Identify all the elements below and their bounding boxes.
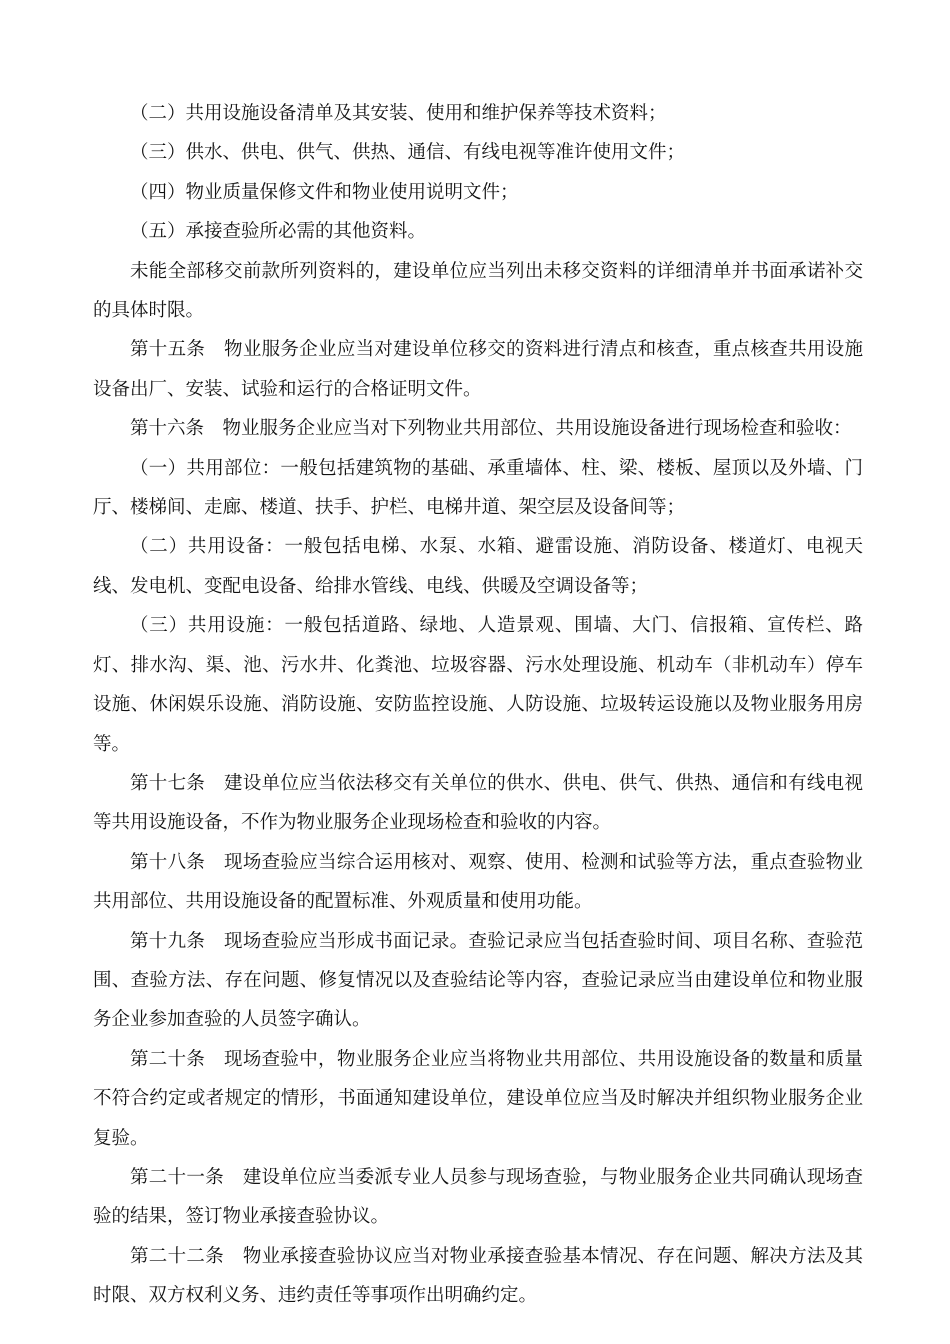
article-16-item-2: （二）共用设备：一般包括电梯、水泵、水箱、避雷设施、消防设备、楼道灯、电视天线、发电机、变配电设备、给排水管线、电线、供暖及空调设备等； [93,536,863,597]
list-item-3: （三）供水、供电、供气、供热、通信、有线电视等准许使用文件； [130,142,686,164]
article-21: 第二十一条 建设单位应当委派专业人员参与现场查验，与物业服务企业共同确认现场查验的结果，签订物业承接查验协议。 [93,1166,863,1228]
article-19: 第十九条 现场查验应当形成书面记录。查验记录应当包括查验时间、项目名称、查验范围、查验方法、存在问题、修复情况以及查验结论等内容，查验记录应当由建设单位和物业服务企业参加查验的人员签字确认。 [93,930,863,1031]
list-item-5: （五）承接查验所必需的其他资料。 [130,221,427,243]
article-22: 第二十二条 物业承接查验协议应当对物业承接查验基本情况、存在问题、解决方法及其时限、双方权利义务、违约责任等事项作出明确约定。 [93,1245,863,1307]
article-17: 第十七条 建设单位应当依法移交有关单位的供水、供电、供气、供热、通信和有线电视等共用设施设备，不作为物业服务企业现场检查和验收的内容。 [93,772,863,834]
article-18: 第十八条 现场查验应当综合运用核对、观察、使用、检测和试验等方法，重点查验物业共用部位、共用设施设备的配置标准、外观质量和使用功能。 [93,851,863,913]
article-16-item-3: （三）共用设施：一般包括道路、绿地、人造景观、围墙、大门、信报箱、宣传栏、路灯、排水沟、渠、池、污水井、化粪池、垃圾容器、污水处理设施、机动车（非机动车）停车设施、休闲娱乐设施、消防设施、安防监控设施、人防设施、垃圾转运设施以及物业服务用房等。 [93,615,863,755]
article-16-item-1: （一）共用部位：一般包括建筑物的基础、承重墙体、柱、梁、楼板、屋顶以及外墙、门厅、楼梯间、走廊、楼道、扶手、护栏、电梯井道、架空层及设备间等； [93,457,863,519]
article-16: 第十六条 物业服务企业应当对下列物业共用部位、共用设施设备进行现场检查和验收： [130,418,852,440]
document-page [93,94,863,1316]
article-15: 第十五条 物业服务企业应当对建设单位移交的资料进行清点和核查，重点核查共用设施设备出厂、安装、试验和运行的合格证明文件。 [93,339,863,400]
list-item-2: （二）共用设施设备清单及其安装、使用和维护保养等技术资料； [130,103,667,124]
article-20: 第二十条 现场查验中，物业服务企业应当将物业共用部位、共用设施设备的数量和质量不符合约定或者规定的情形，书面通知建设单位，建设单位应当及时解决并组织物业服务企业复验。 [93,1048,863,1149]
list-item-4: （四）物业质量保修文件和物业使用说明文件； [130,181,519,203]
paragraph-supplement: 未能全部移交前款所列资料的，建设单位应当列出未移交资料的详细清单并书面承诺补交的具体时限。 [93,260,863,322]
